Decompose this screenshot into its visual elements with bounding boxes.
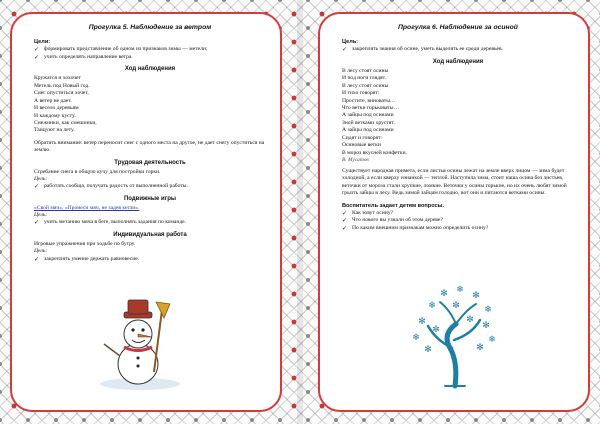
questions-label: Воспитатель задает детям вопросы. bbox=[342, 202, 445, 209]
snowflake-tree-icon bbox=[400, 282, 510, 392]
labor-goal-label: Цель: bbox=[34, 175, 48, 182]
games-goal-item: ✓ учить метанию мяча в беге, выполнять задания по команде. bbox=[34, 219, 266, 227]
left-goal-item: ✓ формировать представление об одном из признаков зимы — метели; bbox=[34, 46, 266, 54]
poem-line: В лесу стоят осины bbox=[342, 82, 389, 89]
poem-line: Осиновые ветки bbox=[342, 142, 381, 149]
individual-text: Игровые упражнения при ходьбе по бугру. bbox=[34, 240, 136, 247]
labor-heading: Трудовая деятельность bbox=[114, 159, 186, 166]
svg-text:❄: ❄ bbox=[488, 335, 496, 345]
left-goal-item: ✓ учить определять направление ветра. bbox=[34, 54, 266, 62]
poem-line: И каждому кусту. bbox=[34, 112, 76, 119]
poem-line: Снег опуститься хочет, bbox=[34, 90, 89, 97]
svg-text:❄: ❄ bbox=[412, 333, 420, 343]
individual-goal-label: Цель: bbox=[34, 248, 48, 255]
poem-line: Снежинки, как смешинки, bbox=[34, 119, 97, 126]
svg-text:✻: ✻ bbox=[418, 317, 426, 327]
games-heading: Подвижные игры bbox=[123, 195, 177, 202]
svg-text:❄: ❄ bbox=[428, 301, 436, 311]
poem-author: В. Мусатов bbox=[342, 157, 369, 164]
poem-line: Кружатся и хохочет bbox=[34, 75, 81, 82]
svg-text:✻: ✻ bbox=[476, 343, 484, 353]
poem-line: Что ветки горьковаты… bbox=[342, 105, 400, 111]
left-poem bbox=[34, 75, 266, 135]
labor-text: Сгребание снега в общую кучу для постройки горки. bbox=[34, 168, 161, 175]
question-item: ✓ По каким внешним признакам можно определить осину? bbox=[342, 225, 574, 233]
left-page-title: Прогулка 5. Наблюдение за ветром bbox=[88, 24, 212, 31]
svg-text:❄: ❄ bbox=[484, 305, 492, 315]
individual-heading: Индивидуальная работа bbox=[113, 231, 187, 238]
question-item: ✓ Что нового вы узнали об этом дереве? bbox=[342, 217, 574, 225]
poem-line: И тихо говорят: bbox=[342, 90, 380, 97]
right-fact-text: Существует народная примета, если листья осины лежат на земле вверх лицом — зима будет холодной, а если кверху изнанкой — теплой. Наступила зима, стоит наша осина без листьев, веточки от мороза стали хрупкие, ломкие. Веточки у осины горькие, но их очень любят зимой грызть зайцы в лесу. Ведь зимой зайцам голодно, вот они и питаются ветками осины. bbox=[342, 168, 567, 197]
poem-line: Зной ветками хрустят. bbox=[342, 119, 395, 126]
poem-line: Простите, виноваты… bbox=[342, 97, 396, 104]
svg-text:✼: ✼ bbox=[452, 301, 460, 311]
right-poem bbox=[342, 68, 574, 157]
svg-text:✻: ✻ bbox=[440, 289, 448, 299]
games-goal-label: Цель: bbox=[34, 212, 48, 219]
left-goals-label: Цели: bbox=[34, 39, 51, 45]
snowman-with-broom-icon bbox=[90, 292, 190, 392]
poem-line: И под ноги глядят. bbox=[342, 75, 387, 82]
svg-text:✼: ✼ bbox=[432, 325, 440, 335]
svg-text:❄: ❄ bbox=[456, 285, 464, 295]
right-goal-item: ✓ закреплять знания об осине, уметь выделять ее среди деревьев. bbox=[342, 46, 574, 54]
individual-goal-item: ✓ закреплять умение держать равновесие. bbox=[34, 256, 266, 264]
poem-line: И весело деревьям bbox=[34, 105, 79, 112]
poem-line: Танцуют на лету. bbox=[34, 127, 75, 134]
poem-line: Сидят и говорят: bbox=[342, 134, 383, 141]
poem-line: В лесу стоят осины bbox=[342, 67, 389, 74]
svg-text:✻: ✻ bbox=[472, 291, 480, 301]
svg-text:✻: ✻ bbox=[482, 321, 490, 331]
svg-text:✼: ✼ bbox=[466, 315, 474, 325]
right-page-title: Прогулка 6. Наблюдение за осиной bbox=[398, 24, 518, 31]
page-spine bbox=[297, 0, 303, 424]
left-course-heading: Ход наблюдения bbox=[124, 66, 176, 73]
poem-line: А ветер не дает. bbox=[34, 97, 72, 104]
right-goal-label: Цель: bbox=[342, 39, 359, 45]
svg-text:✻: ✻ bbox=[424, 345, 432, 355]
left-attention-text: Обратить внимание: ветер переносит снег с одного места на другое, не дает снегу опуститься на землю. bbox=[34, 139, 265, 154]
games-links[interactable]: «Свой мяч», «Пронеси мяч, не задев кегли». bbox=[34, 204, 140, 211]
poem-line: А зайцы под осинами bbox=[342, 127, 394, 134]
labor-goal-item: ✓ работать сообща, получать радость от выполненной работы. bbox=[34, 183, 266, 191]
question-item: ✓ Как зовут осину? bbox=[342, 210, 574, 218]
right-course-heading: Ход наблюдения bbox=[432, 58, 484, 65]
poem-line: А зайцы под осинами bbox=[342, 112, 394, 119]
poem-line: Метель под Новый год. bbox=[34, 82, 90, 89]
poem-line: В мороз вкусней конфетки. bbox=[342, 149, 407, 156]
